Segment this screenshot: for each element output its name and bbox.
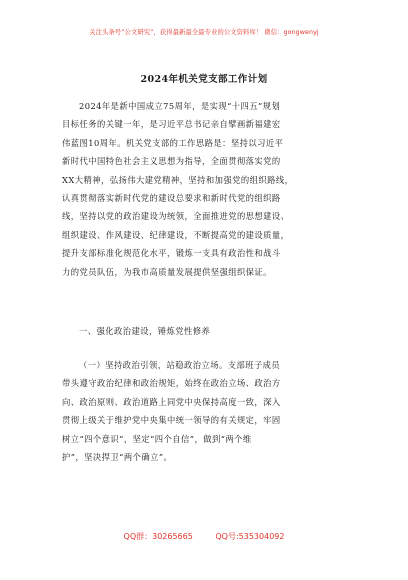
paragraph-line: 新时代中国特色社会主义思想为指导，全面贯彻落实党的 xyxy=(62,156,281,167)
footer-qq-group: QQ群：30265665 xyxy=(123,532,193,541)
paragraph-line: （一）坚持政治引领，站稳政治立场。支部班子成员 xyxy=(79,360,281,370)
header-banner: 关注头条号“公文研究”，获得最新最全最专业的公文资料库！ 微信：gongwenyj xyxy=(89,29,319,36)
footer-qq-number: QQ号:535304092 xyxy=(215,532,285,541)
paragraph-line: XX大精神，弘扬伟大建党精神，坚持和加强党的组织路线， xyxy=(62,174,294,185)
paragraph-line: 树立“四个意识”，坚定“四个自信”，做到“两个维 xyxy=(62,433,252,444)
paragraph-line: 组织建设、作风建设、纪律建设，不断提高党的建设质量， xyxy=(62,229,290,240)
paragraph-line: 贯彻上级关于维护党中央集中统一领导的有关规定，牢固 xyxy=(62,415,281,426)
intro-paragraph xyxy=(62,97,352,281)
paragraph-line: 线，坚持以党的政治建设为统领，全面推进党的思想建设、 xyxy=(62,211,290,222)
section-heading xyxy=(62,322,352,340)
paragraph-line: 目标任务的关键一年，是习近平总书记亲自擘画新福建宏 xyxy=(62,119,281,130)
paragraph-line: 认真贯彻落实新时代党的建设总要求和新时代党的组织路 xyxy=(62,192,281,203)
paragraph-line: 伟蓝图10周年。机关党支部的工作思路是：坚持以习近平 xyxy=(62,137,284,148)
paragraph-line: 力的党员队伍，为我市高质量发展提供坚强组织保证。 xyxy=(62,266,272,277)
section-paragraph xyxy=(62,356,352,466)
paragraph-line: 2024年是新中国成立75周年，是实现“十四五”规划 xyxy=(79,101,281,111)
paragraph-line: 向、政治原则、政治道路上同党中央保持高度一致，深入 xyxy=(62,396,281,407)
paragraph-line: 护”，坚决捍卫“两个确立”。 xyxy=(62,451,173,462)
paragraph-line: 带头遵守政治纪律和政治规矩，始终在政治立场、政治方 xyxy=(62,378,281,389)
footer-contact xyxy=(0,531,408,542)
section-heading-text: 一、强化政治建设，锤炼党性修养 xyxy=(79,326,211,336)
paragraph-line: 提升支部标准化规范化水平，锻炼一支具有政治性和战斗 xyxy=(62,248,281,259)
document-title: 2024年机关党支部工作计划 xyxy=(140,74,268,85)
